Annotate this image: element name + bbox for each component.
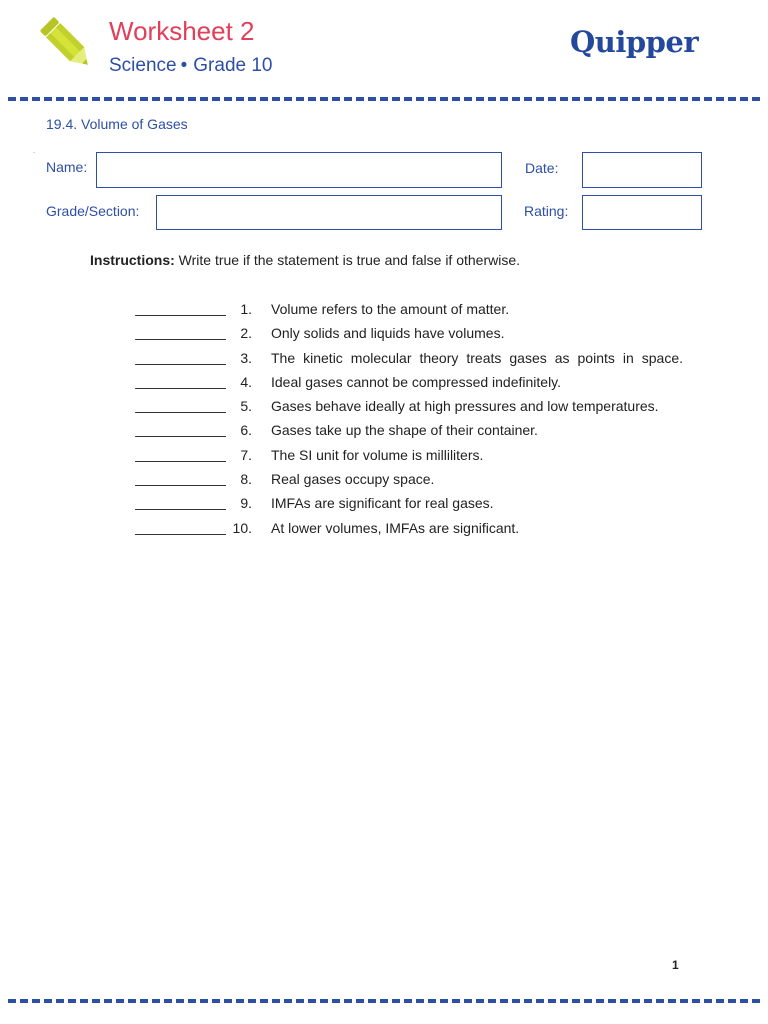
answer-blank[interactable] (135, 364, 226, 365)
answer-blank[interactable] (135, 412, 226, 413)
item-number: 3. (240, 349, 252, 366)
rating-label: Rating: (524, 203, 569, 219)
name-field[interactable] (96, 152, 502, 188)
question-list (0, 298, 768, 541)
instructions-prefix: Instructions: (90, 252, 175, 268)
date-field[interactable] (582, 152, 702, 188)
item-statement: Real gases occupy space. (271, 471, 435, 488)
instructions-text: Write true if the statement is true and false if otherwise. (174, 252, 521, 268)
item-number: 9. (240, 495, 252, 512)
list-item (0, 419, 768, 443)
list-item (0, 298, 768, 322)
subject-grade (109, 55, 273, 77)
list-item (0, 517, 768, 541)
answer-blank[interactable] (135, 485, 226, 486)
worksheet-title: Worksheet 2 (109, 16, 255, 46)
rating-field[interactable] (582, 195, 702, 230)
stray-mark: . (33, 146, 36, 155)
date-label: Date: (525, 160, 559, 176)
name-label: Name: (46, 159, 88, 175)
answer-blank[interactable] (135, 339, 226, 340)
item-number: 8. (240, 471, 252, 488)
item-statement: IMFAs are significant for real gases. (271, 495, 494, 512)
lesson-title: 19.4. Volume of Gases (46, 116, 188, 132)
list-item (0, 371, 768, 395)
item-statement: Ideal gases cannot be compressed indefinitely. (271, 373, 562, 390)
list-item (0, 468, 768, 492)
separator: • (180, 55, 188, 76)
item-statement: Only solids and liquids have volumes. (271, 325, 505, 342)
quipper-logo: Quipper (570, 25, 699, 59)
item-statement: The SI unit for volume is milliliters. (271, 446, 484, 463)
item-number: 7. (240, 446, 252, 463)
subject: Science (109, 55, 177, 76)
list-item (0, 322, 768, 346)
item-statement: Gases behave ideally at high pressures and low temperatures. (271, 398, 659, 415)
instructions (90, 252, 520, 268)
answer-blank[interactable] (135, 534, 226, 535)
list-item (0, 444, 768, 468)
item-number: 10. (232, 519, 252, 536)
list-item (0, 492, 768, 516)
answer-blank[interactable] (135, 315, 226, 316)
grade-section-label: Grade/Section: (46, 203, 140, 219)
grade: Grade 10 (193, 55, 273, 76)
item-statement: At lower volumes, IMFAs are significant. (271, 519, 520, 536)
top-divider (8, 97, 760, 101)
item-number: 4. (240, 373, 252, 390)
item-number: 2. (240, 325, 252, 342)
pencil-icon (40, 15, 96, 75)
list-item (0, 347, 768, 371)
answer-blank[interactable] (135, 436, 226, 437)
item-number: 5. (240, 398, 252, 415)
page-number: 1 (672, 958, 679, 972)
answer-blank[interactable] (135, 461, 226, 462)
item-number: 6. (240, 422, 252, 439)
item-statement: Gases take up the shape of their container. (271, 422, 538, 439)
item-statement: Volume refers to the amount of matter. (271, 301, 510, 317)
answer-blank[interactable] (135, 388, 226, 389)
grade-section-field[interactable] (156, 195, 502, 230)
list-item (0, 395, 768, 419)
item-statement: The kinetic molecular theory treats gases as points in space. (271, 349, 683, 366)
answer-blank[interactable] (135, 509, 226, 510)
item-number: 1. (240, 301, 252, 317)
bottom-divider (8, 999, 760, 1003)
